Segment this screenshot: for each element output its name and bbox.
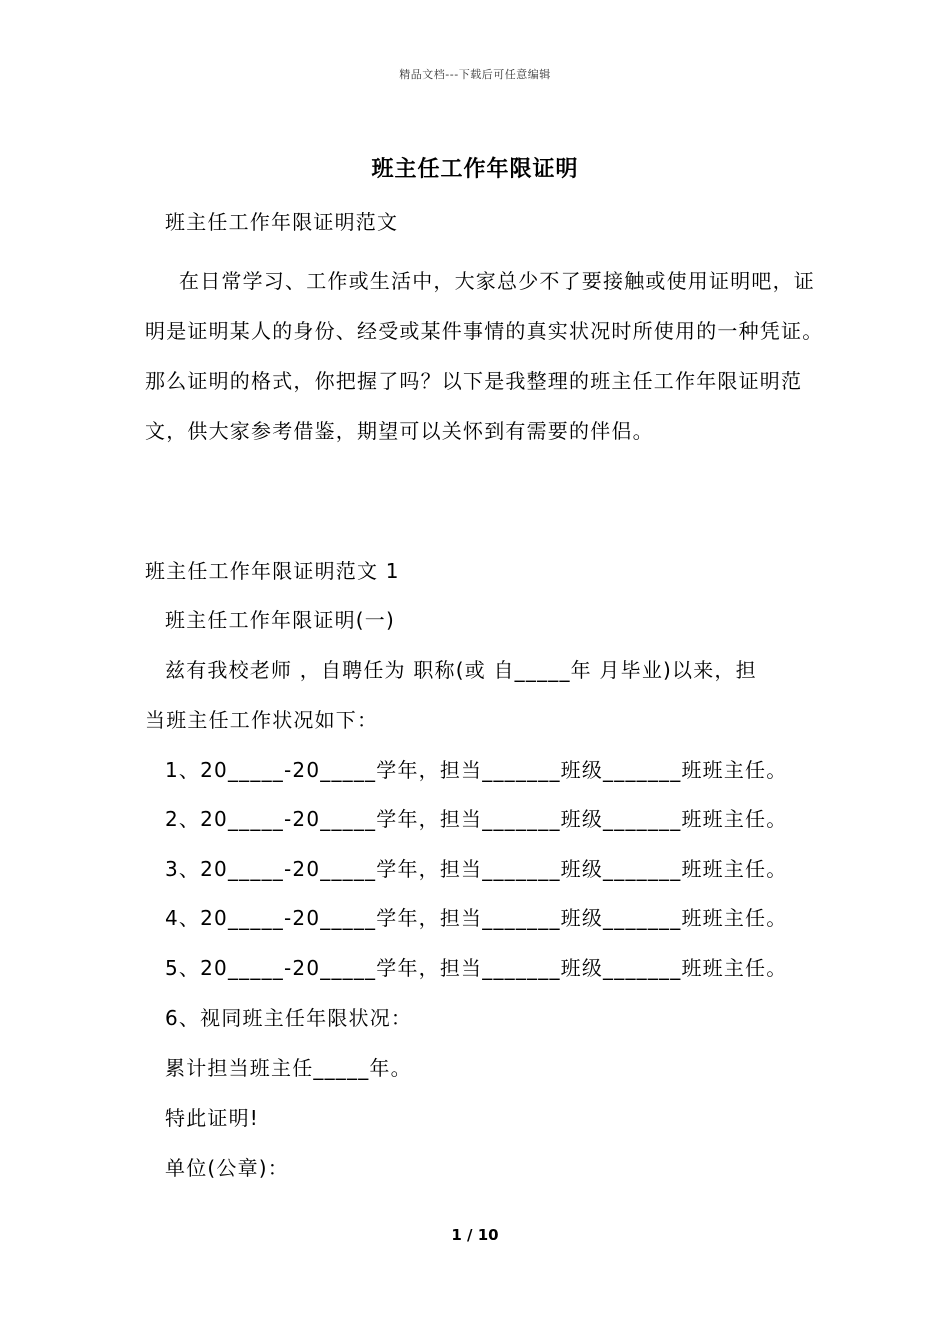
subtitle: 班主任工作年限证明范文 [165,210,399,234]
section-heading: 班主任工作年限证明范文 1 [145,559,400,583]
page-number: 1 / 10 [451,1226,499,1244]
unit-seal-line: 单位(公章)： [165,1156,290,1180]
list-item: 1、20_____-20_____学年，担当_______班级_______班班主任。 [165,758,788,782]
certify-line: 特此证明! [165,1106,260,1130]
certificate-intro-line-2: 当班主任工作状况如下： [145,708,379,732]
intro-paragraph: 在日常学习、工作或生活中，大家总少不了要接触或使用证明吧，证明是证明某人的身份、经受或某件事情的真实状况时所使用的一种凭证。那么证明的格式，你把握了吗？以下是我整理的班主任工作年限证明范文，供大家参考借鉴，期望可以关怀到有需要的伴侣。 [145,269,824,443]
document-title: 班主任工作年限证明 [371,156,579,182]
header-note: 精品文档---下载后可任意编辑 [399,68,551,81]
list-item: 5、20_____-20_____学年，担当_______班级_______班班主任。 [165,956,788,980]
certificate-title: 班主任工作年限证明(一) [165,608,396,632]
list-item: 3、20_____-20_____学年，担当_______班级_______班班主任。 [165,857,788,881]
list-item: 4、20_____-20_____学年，担当_______班级_______班班主任。 [165,906,788,930]
list-item: 2、20_____-20_____学年，担当_______班级_______班班主任。 [165,807,788,831]
total-years-line: 累计担当班主任_____年。 [165,1056,412,1080]
list-item: 6、视同班主任年限状况： [165,1006,413,1030]
certificate-intro-line-1: 兹有我校老师 ，自聘任为 职称(或 自_____年 月毕业)以来，担 [165,658,757,682]
